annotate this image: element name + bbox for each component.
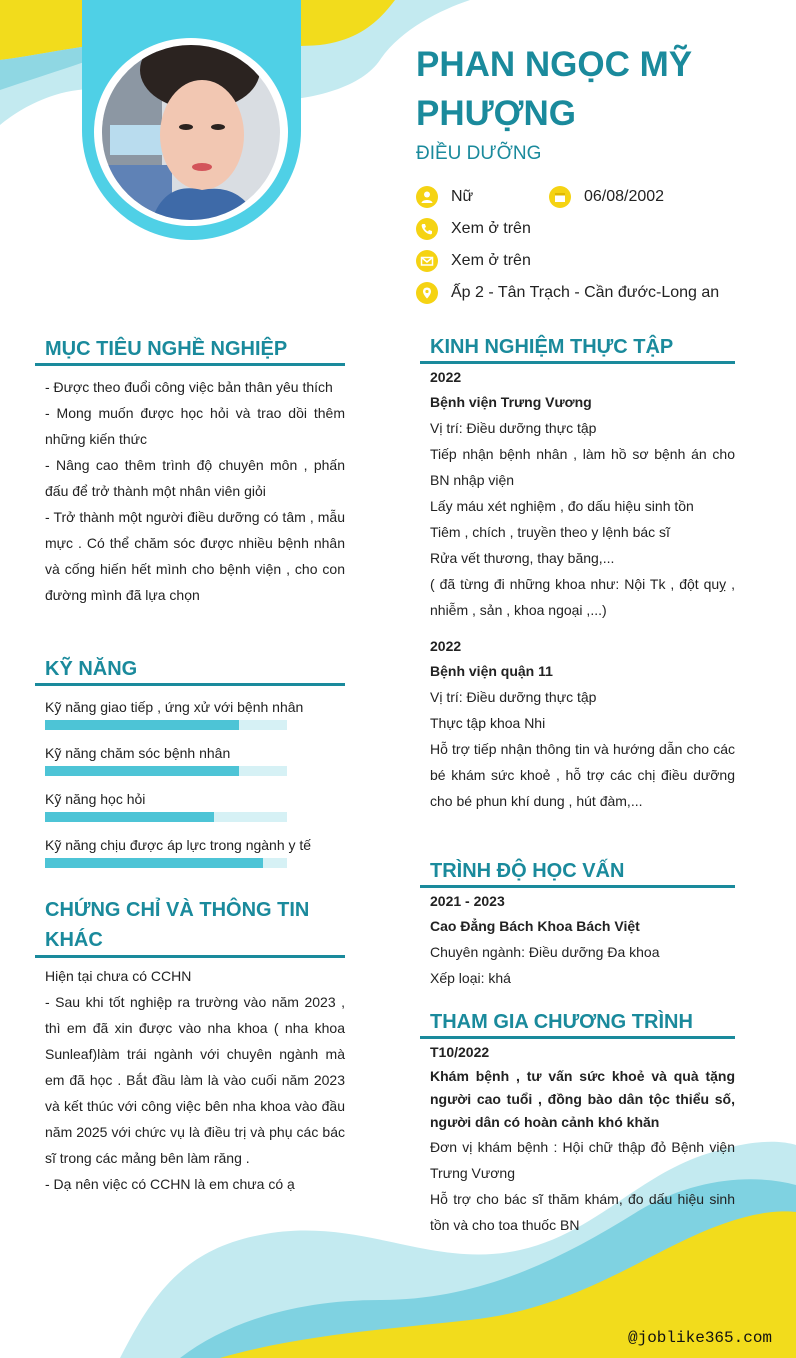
gender-value: Nữ: [451, 188, 474, 205]
birthdate-row: [549, 186, 664, 208]
mail-icon: [416, 250, 438, 272]
skill-label: Kỹ năng chịu được áp lực trong ngành y tế: [45, 837, 312, 853]
experience-line: Rửa vết thương, thay băng,...: [430, 550, 615, 566]
experience-place: Bệnh viện Trưng Vương: [430, 394, 592, 410]
experience-line: Tiếp nhận bệnh nhân , làm hồ sơ bệnh án cho BN nhập viện: [430, 446, 735, 488]
objective-text: [45, 374, 345, 608]
experience-line: Vị trí: Điều dưỡng thực tập: [430, 420, 597, 436]
address-row: [416, 282, 719, 304]
education-school: Cao Đẳng Bách Khoa Bách Việt: [430, 918, 640, 934]
education-years: 2021 - 2023: [430, 893, 505, 909]
skill-bar-fill: [45, 720, 239, 730]
skill-bar-fill: [45, 766, 239, 776]
watermark: @joblike365.com: [628, 1329, 773, 1347]
experience-year: 2022: [430, 369, 462, 385]
email-value: Xem ở trên: [451, 252, 531, 269]
skill-bar: [45, 720, 287, 730]
experience-entry: [430, 365, 735, 623]
activities-date: T10/2022: [430, 1044, 490, 1060]
user-icon: [416, 186, 438, 208]
education-major: Chuyên ngành: Điều dưỡng Đa khoa: [430, 944, 660, 960]
education-grade: Xếp loại: khá: [430, 970, 511, 986]
skill-label: Kỹ năng học hỏi: [45, 791, 146, 807]
experience-year: 2022: [430, 638, 462, 654]
objective-line: - Nâng cao thêm trình độ chuyên môn , phấn đấu để trở thành một nhân viên giỏi: [45, 457, 345, 499]
candidate-name: PHAN NGỌC MỸ PHƯỢNG: [416, 45, 693, 133]
objective-line: - Được theo đuổi công việc bản thân yêu thích: [45, 379, 333, 395]
objective-heading: MỤC TIÊU NGHỀ NGHIỆP: [35, 338, 345, 366]
experience-line: Tiêm , chích , truyền theo y lệnh bác sĩ: [430, 524, 670, 540]
certificates-line: - Sau khi tốt nghiệp ra trường vào năm 2023 , thì em đã xin được vào nha khoa ( nha khoa Sunleaf)làm trái ngành với chuyên ngành mà em đã học . Bắt đầu làm là vào cuối năm 2023 và kết thúc với công việc bên nha khoa vào đầu năm 2025 với chức vụ là điều trị và phụ các bác sĩ trong các mảng bên làm răng .: [45, 994, 345, 1166]
education-heading: TRÌNH ĐỘ HỌC VẤN: [420, 860, 735, 888]
birthdate-value: 06/08/2002: [584, 188, 665, 205]
experience-place: Bệnh viện quận 11: [430, 663, 553, 679]
experience-line: Lấy máu xét nghiệm , đo dấu hiệu sinh tồn: [430, 498, 694, 514]
skill-bar: [45, 766, 287, 776]
objective-line: - Trở thành một người điều dưỡng có tâm , mẫu mực . Có thể chăm sóc được nhiều bệnh nhân và cống hiến hết mình cho bệnh viện , cho con đường mình đã lựa chọn: [45, 509, 345, 603]
certificates-heading: CHỨNG CHỈ VÀ THÔNG TIN KHÁC: [35, 895, 345, 958]
certificates-line: Hiện tại chưa có CCHN: [45, 968, 192, 984]
gender-row: [416, 186, 473, 208]
certificates-line: - Dạ nên việc có CCHN là em chưa có ạ: [45, 1176, 295, 1192]
activities-entry: [430, 1040, 735, 1238]
profile-photo: [102, 45, 280, 220]
experience-line: Vị trí: Điều dưỡng thực tập: [430, 689, 597, 705]
experience-line: Thực tập khoa Nhi: [430, 715, 546, 731]
skill-label: Kỹ năng chăm sóc bệnh nhân: [45, 745, 231, 761]
skills-heading: KỸ NĂNG: [35, 658, 345, 686]
email-row: [416, 250, 531, 272]
activities-line: Đơn vị khám bệnh : Hội chữ thập đỏ Bệnh viện Trưng Vương: [430, 1139, 735, 1181]
experience-heading: KINH NGHIỆM THỰC TẬP: [420, 336, 735, 364]
activities-headline: Khám bệnh , tư vấn sức khoẻ và quà tặng người cao tuổi , đồng bào dân tộc thiểu số, người dân có hoàn cảnh khó khăn: [430, 1068, 735, 1130]
experience-line: ( đã từng đi những khoa như: Nội Tk , đột quỵ , nhiễm , sản , khoa ngoại ,...): [430, 576, 735, 618]
activities-heading: THAM GIA CHƯƠNG TRÌNH: [420, 1011, 735, 1039]
phone-row: [416, 218, 531, 240]
experience-entry: [430, 634, 735, 814]
skill-bar-fill: [45, 812, 214, 822]
address-value: Ấp 2 - Tân Trạch - Cần đước-Long an: [451, 284, 720, 301]
objective-line: - Mong muốn được học hỏi và trao dồi thêm những kiến thức: [45, 405, 345, 447]
skill-bar: [45, 812, 287, 822]
activities-line: Hỗ trợ cho bác sĩ thăm khám, đo dấu hiệu sinh tồn và cho toa thuốc BN: [430, 1191, 735, 1233]
experience-line: Hỗ trợ tiếp nhận thông tin và hướng dẫn cho các bé khám sức khoẻ , hỗ trợ các chị điều dưỡng cho bé phun khí dung , hút đàm,...: [430, 741, 735, 809]
education-entry: [430, 889, 735, 991]
skill-bar-fill: [45, 858, 263, 868]
certificates-text: [45, 963, 345, 1197]
phone-value: Xem ở trên: [451, 220, 531, 237]
phone-icon: [416, 218, 438, 240]
location-pin-icon: [416, 282, 438, 304]
job-title: ĐIỀU DƯỠNG: [416, 143, 542, 164]
calendar-icon: [549, 186, 571, 208]
skill-label: Kỹ năng giao tiếp , ứng xử với bệnh nhân: [45, 699, 304, 715]
skill-bar: [45, 858, 287, 868]
